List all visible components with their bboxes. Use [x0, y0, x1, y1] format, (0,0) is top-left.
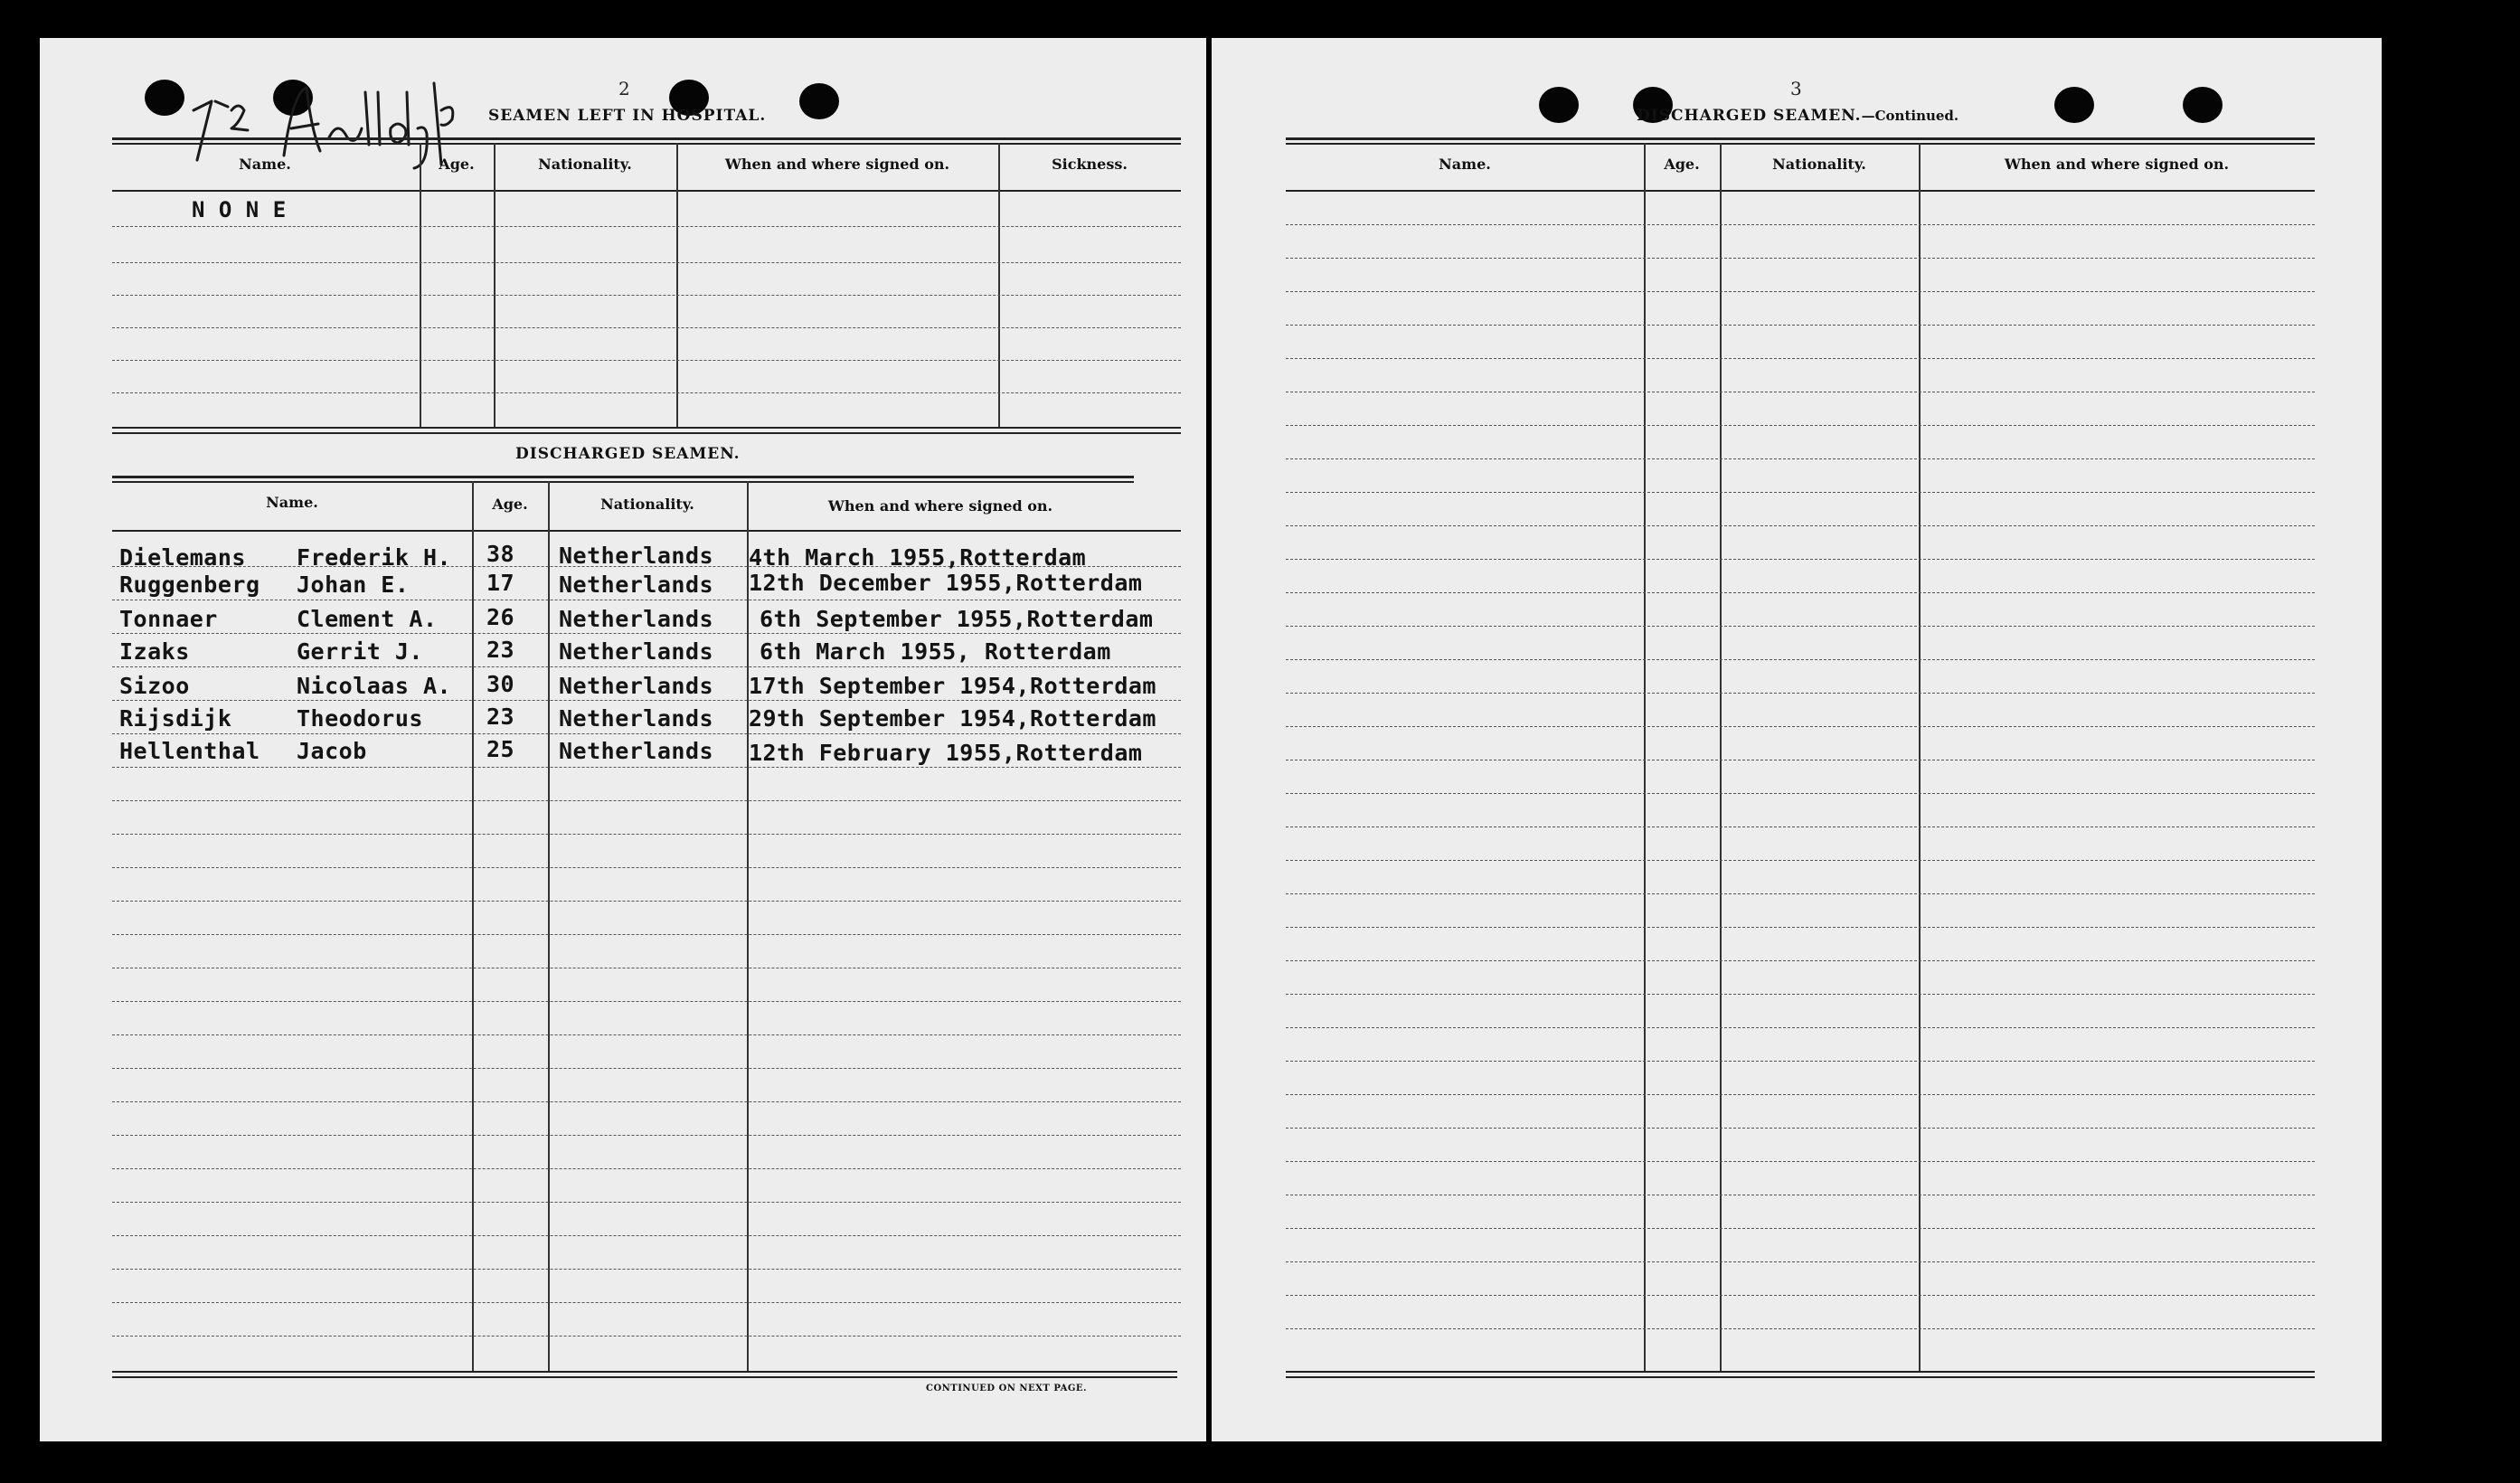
signed-on: 6th March 1955, Rotterdam	[760, 638, 1111, 665]
column-divider	[1720, 143, 1722, 1373]
ruled-line	[112, 1101, 1181, 1102]
column-header-name: Name.	[239, 156, 291, 173]
column-header-nationality: Nationality.	[1772, 156, 1866, 173]
given-name: Nicolaas A.	[297, 673, 452, 699]
ruled-line	[1286, 492, 2315, 493]
nationality: Netherlands	[559, 606, 714, 632]
column-divider	[420, 143, 421, 427]
nationality: Netherlands	[559, 673, 714, 699]
given-name: Theodorus	[297, 705, 423, 732]
age: 23	[486, 704, 515, 730]
column-divider	[1919, 143, 1921, 1373]
ruled-line	[112, 1202, 1181, 1203]
ruled-line	[112, 1135, 1181, 1136]
column-divider	[1644, 143, 1646, 1373]
ruled-line	[112, 834, 1181, 835]
table-rule	[112, 481, 1134, 483]
ruled-line	[112, 934, 1181, 935]
ruled-line	[1286, 893, 2315, 894]
column-header-sickness: Sickness.	[1052, 156, 1128, 173]
column-header-name: Name.	[1439, 156, 1491, 173]
right-page	[1212, 38, 2382, 1441]
page-number: 2	[618, 78, 630, 99]
ruled-line	[1286, 1228, 2315, 1229]
hospital-section-title: SEAMEN LEFT IN HOSPITAL.	[488, 107, 767, 125]
continued-note: CONTINUED ON NEXT PAGE.	[926, 1384, 1088, 1393]
ruled-line	[112, 666, 1181, 667]
ruled-line	[112, 1168, 1181, 1169]
table-rule	[112, 190, 1181, 192]
ruled-line	[1286, 1328, 2315, 1329]
ruled-line	[1286, 626, 2315, 627]
given-name: Gerrit J.	[297, 638, 423, 665]
ruled-line	[1286, 1027, 2315, 1028]
nationality: Netherlands	[559, 705, 714, 732]
table-rule	[1286, 1376, 2315, 1378]
ruled-line	[112, 1068, 1181, 1069]
ruled-line	[1286, 659, 2315, 660]
ruled-line	[112, 226, 1181, 227]
given-name: Clement A.	[297, 606, 438, 632]
column-divider	[494, 143, 496, 427]
column-header-signed-on: When and where signed on.	[827, 497, 1053, 515]
ruled-line	[1286, 458, 2315, 459]
ruled-line	[112, 262, 1181, 263]
table-rule	[112, 530, 1181, 532]
surname: Izaks	[119, 638, 190, 665]
ruled-line	[112, 901, 1181, 902]
column-header-signed-on: When and where signed on.	[724, 156, 950, 173]
signed-on: 6th September 1955,Rotterdam	[760, 606, 1154, 632]
column-header-age: Age.	[1664, 156, 1700, 173]
column-divider	[548, 481, 550, 1373]
ruled-line	[1286, 927, 2315, 928]
left-page	[40, 38, 1206, 1441]
ruled-line	[1286, 258, 2315, 259]
age: 23	[486, 637, 515, 663]
ruled-line	[1286, 994, 2315, 995]
table-rule	[112, 143, 1181, 145]
age: 17	[486, 570, 515, 596]
ruled-line	[1286, 592, 2315, 593]
ruled-line	[1286, 860, 2315, 861]
column-divider	[747, 481, 749, 1373]
column-header-name: Name.	[266, 494, 318, 511]
column-divider	[472, 481, 474, 1373]
table-rule	[1286, 190, 2315, 192]
ruled-line	[1286, 559, 2315, 560]
ruled-line	[112, 633, 1181, 634]
age: 26	[486, 604, 515, 630]
surname: Hellenthal	[119, 738, 260, 764]
ruled-line	[1286, 358, 2315, 359]
column-header-nationality: Nationality.	[600, 496, 694, 513]
ruled-line	[112, 767, 1181, 768]
ruled-line	[112, 1001, 1181, 1002]
ruled-line	[1286, 1161, 2315, 1162]
ruled-line	[112, 1269, 1181, 1270]
column-header-age: Age.	[492, 496, 528, 513]
surname: Tonnaer	[119, 606, 218, 632]
signed-on: 4th March 1955,Rotterdam	[749, 544, 1087, 571]
signed-on: 29th September 1954,Rotterdam	[749, 705, 1156, 732]
signed-on: 12th February 1955,Rotterdam	[749, 740, 1143, 766]
ruled-line	[112, 1302, 1181, 1303]
ruled-line	[1286, 1128, 2315, 1129]
ruled-line	[112, 867, 1181, 868]
column-divider	[998, 143, 1000, 427]
ruled-line	[1286, 1061, 2315, 1062]
page-number: 3	[1790, 78, 1802, 99]
ruled-line	[1286, 1295, 2315, 1296]
hospital-entry-none: N O N E	[192, 197, 287, 222]
column-header-age: Age.	[439, 156, 475, 173]
table-rule	[112, 137, 1181, 140]
surname: Sizoo	[119, 673, 190, 699]
punch-hole	[2054, 87, 2094, 123]
table-rule	[1286, 143, 2315, 145]
table-rule	[112, 432, 1181, 434]
ruled-line	[112, 733, 1181, 734]
surname: Dielemans	[119, 544, 246, 571]
ruled-line	[112, 1034, 1181, 1035]
ruled-line	[112, 800, 1181, 801]
continued-suffix: —Continued.	[1861, 108, 1959, 124]
nationality: Netherlands	[559, 638, 714, 665]
ruled-line	[112, 295, 1181, 296]
given-name: Jacob	[297, 738, 367, 764]
ruled-line	[112, 1336, 1181, 1337]
ruled-line	[1286, 1261, 2315, 1262]
ruled-line	[112, 700, 1181, 701]
ruled-line	[1286, 425, 2315, 426]
age: 38	[486, 541, 515, 567]
discharged-title-main: DISCHARGED SEAMEN.	[1637, 107, 1862, 125]
discharged-section-title: DISCHARGED SEAMEN.	[515, 445, 741, 463]
ruled-line	[1286, 960, 2315, 961]
punch-hole	[799, 83, 839, 119]
column-header-nationality: Nationality.	[538, 156, 632, 173]
ruled-line	[1286, 726, 2315, 727]
ruled-line	[112, 392, 1181, 393]
nationality: Netherlands	[559, 738, 714, 764]
discharged-continued-title	[1637, 107, 1958, 125]
table-rule	[112, 1371, 1177, 1373]
ruled-line	[1286, 325, 2315, 326]
ruled-line	[1286, 291, 2315, 292]
ruled-line	[112, 327, 1181, 328]
signed-on: 17th September 1954,Rotterdam	[749, 673, 1156, 699]
nationality: Netherlands	[559, 571, 714, 598]
column-header-signed-on: When and where signed on.	[2004, 156, 2230, 173]
age: 25	[486, 736, 515, 762]
nationality: Netherlands	[559, 543, 714, 569]
table-rule	[1286, 1371, 2315, 1373]
table-rule	[112, 1376, 1177, 1378]
punch-hole	[2183, 87, 2223, 123]
punch-hole	[145, 80, 184, 116]
ruled-line	[1286, 525, 2315, 526]
ruled-line	[112, 1235, 1181, 1236]
ruled-line	[112, 360, 1181, 361]
ruled-line	[1286, 693, 2315, 694]
table-rule	[112, 427, 1181, 429]
signed-on: 12th December 1955,Rotterdam	[749, 570, 1143, 596]
table-rule	[112, 476, 1134, 478]
column-divider	[676, 143, 678, 427]
given-name: Frederik H.	[297, 544, 452, 571]
given-name: Johan E.	[297, 571, 410, 598]
surname: Rijsdijk	[119, 705, 232, 732]
age: 30	[486, 671, 515, 697]
ruled-line	[1286, 1094, 2315, 1095]
table-rule	[1286, 137, 2315, 140]
ruled-line	[1286, 793, 2315, 794]
punch-hole	[1539, 87, 1579, 123]
surname: Ruggenberg	[119, 571, 260, 598]
ruled-line	[1286, 224, 2315, 225]
